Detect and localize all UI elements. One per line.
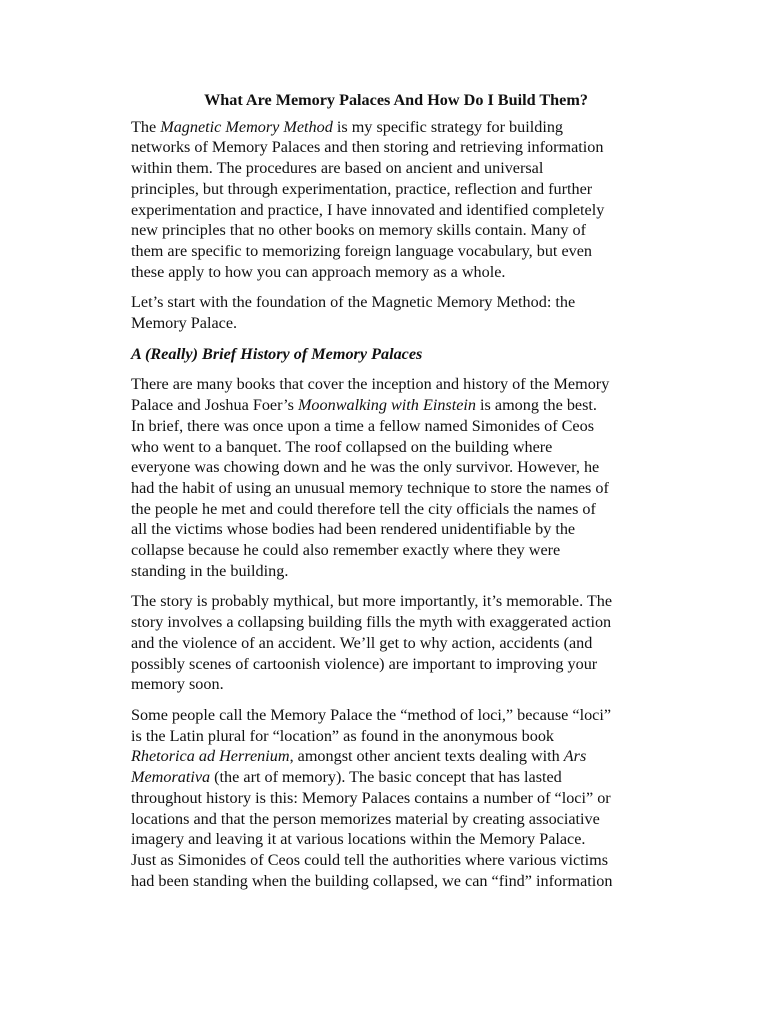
text-line: the people he met and could therefore tell the city officials the names of <box>131 499 596 518</box>
text-fragment: (the art of memory). The basic concept that has lasted <box>210 768 562 787</box>
text-line: these apply to how you can approach memory as a whole. <box>131 262 506 281</box>
paragraph-history <box>131 374 661 581</box>
document-page <box>131 90 661 901</box>
text-line <box>131 395 661 416</box>
text-line: throughout history is this: Memory Palaces contains a number of “loci” or <box>131 788 611 807</box>
text-line: within them. The procedures are based on ancient and universal <box>131 159 544 178</box>
text-line: new principles that no other books on memory skills contain. Many of <box>131 221 586 240</box>
text-line: locations and that the person memorizes material by creating associative <box>131 809 600 828</box>
text-line: and the violence of an accident. We’ll get to why action, accidents (and <box>131 633 593 652</box>
paragraph-story <box>131 591 661 695</box>
text-fragment: is my specific strategy for building <box>332 117 564 136</box>
text-line: networks of Memory Palaces and then storing and retrieving information <box>131 138 604 157</box>
text-line: all the victims whose bodies had been rendered unidentifiable by the <box>131 520 576 539</box>
text-line: memory soon. <box>131 675 224 694</box>
paragraph-foundation <box>131 292 661 333</box>
text-line: is the Latin plural for “location” as found in the anonymous book <box>131 726 555 745</box>
latin-term-italic: Ars <box>563 747 587 766</box>
page-title: What Are Memory Palaces And How Do I Build Them? <box>204 91 588 109</box>
text-line: possibly scenes of cartoonish violence) are important to improving your <box>131 654 598 673</box>
text-line: experimentation and practice, I have innovated and identified completely <box>131 200 605 219</box>
text-line: had the habit of using an unusual memory technique to store the names of <box>131 478 609 497</box>
latin-term-italic: Memorativa <box>131 768 211 787</box>
text-line: story involves a collapsing building fills the myth with exaggerated action <box>131 613 612 632</box>
text-line: standing in the building. <box>131 561 289 580</box>
paragraph-intro <box>131 117 661 283</box>
text-line: Memory Palace. <box>131 314 238 333</box>
text-fragment: , amongst other ancient texts dealing with <box>289 747 564 766</box>
section-heading: A (Really) Brief History of Memory Palaces <box>131 344 423 363</box>
text-line: everyone was chowing down and he was the only survivor. However, he <box>131 458 600 477</box>
text-line: them are specific to memorizing foreign language vocabulary, but even <box>131 241 593 260</box>
book-title-italic: Rhetorica ad Herrenium <box>131 747 290 766</box>
book-title-italic: Moonwalking with Einstein <box>297 396 476 415</box>
text-line: principles, but through experimentation, practice, reflection and further <box>131 179 593 198</box>
text-line: There are many books that cover the inception and history of the Memory <box>131 375 610 394</box>
text-line: imagery and leaving it at various locations within the Memory Palace. <box>131 830 586 849</box>
text-line <box>131 767 661 788</box>
text-line: Let’s start with the foundation of the Magnetic Memory Method: the <box>131 293 576 312</box>
text-line <box>131 117 661 138</box>
book-title-italic: Magnetic Memory Method <box>160 117 333 136</box>
text-fragment: Palace and Joshua Foer’s <box>131 396 298 415</box>
text-line <box>131 746 661 767</box>
text-fragment: The <box>131 117 161 136</box>
text-line: The story is probably mythical, but more importantly, it’s memorable. The <box>131 592 613 611</box>
text-line: In brief, there was once upon a time a fellow named Simonides of Ceos <box>131 416 595 435</box>
text-fragment: is among the best. <box>476 396 597 415</box>
text-line: Just as Simonides of Ceos could tell the authorities where various victims <box>131 850 609 869</box>
text-line: who went to a banquet. The roof collapsed on the building where <box>131 437 553 456</box>
text-line: collapse because he could also remember exactly where they were <box>131 541 561 560</box>
text-line: had been standing when the building collapsed, we can “find” information <box>131 871 613 890</box>
text-line: Some people call the Memory Palace the “method of loci,” because “loci” <box>131 705 612 724</box>
paragraph-loci <box>131 705 661 891</box>
